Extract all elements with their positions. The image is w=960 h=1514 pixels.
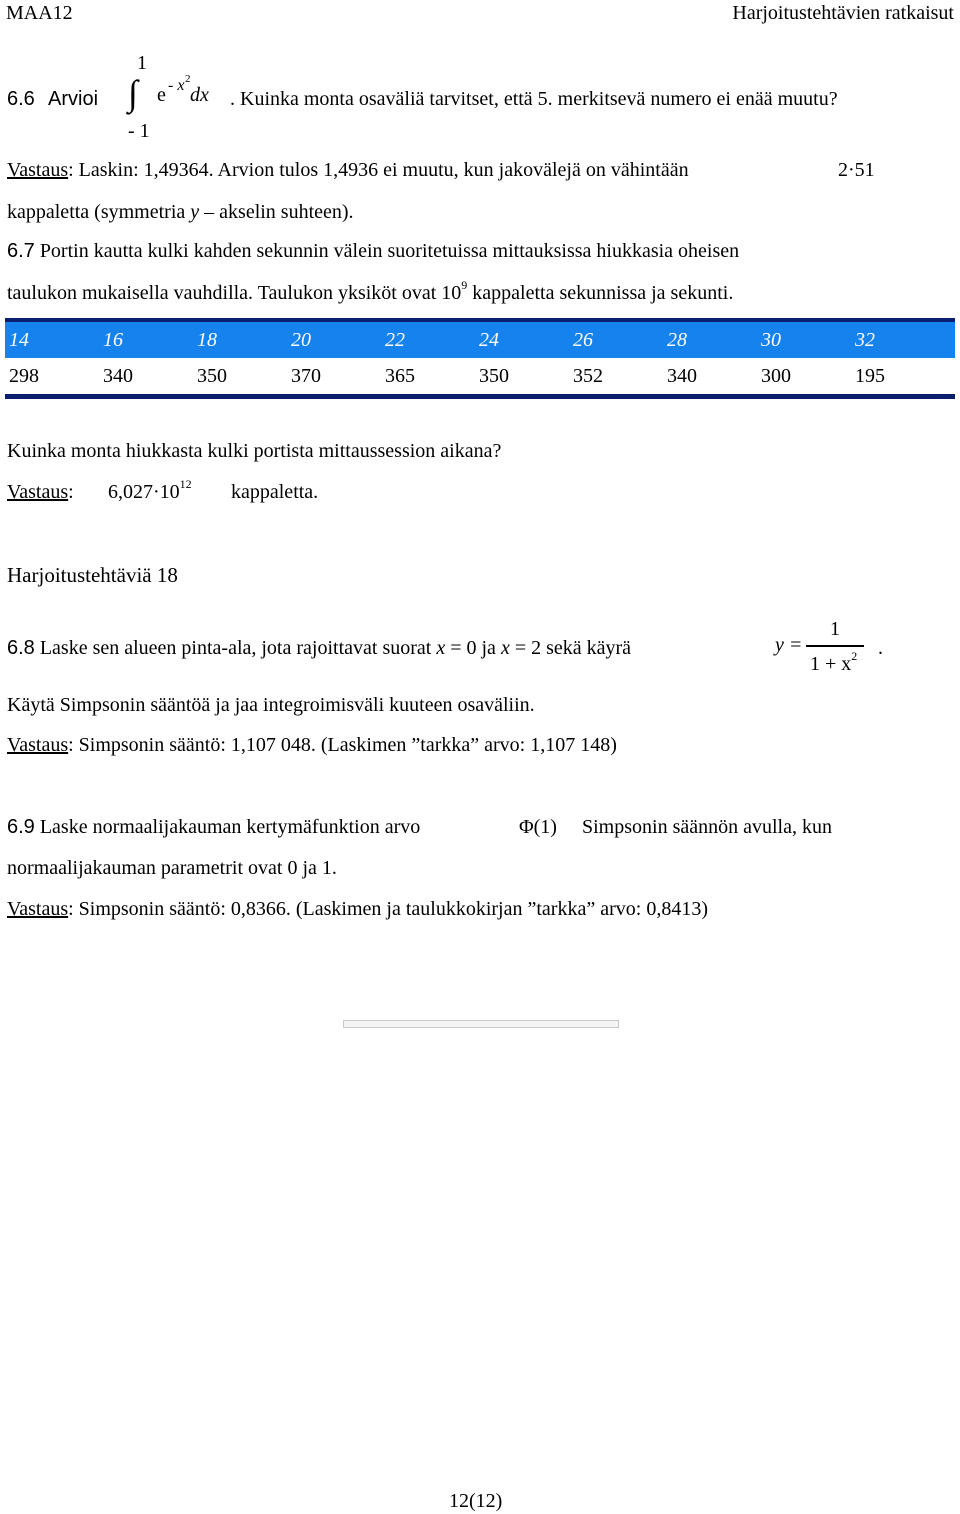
line-2-b: kappaletta sekunnissa ja sekunti. bbox=[467, 282, 734, 304]
x-variable: x bbox=[500, 637, 510, 659]
problem-number: 6.9 bbox=[7, 816, 35, 838]
answer-text: : Simpsonin sääntö: 1,107 048. (Laskimen ”tarkka” arvo: 1,107 148) bbox=[68, 734, 617, 756]
answer-colon: : bbox=[68, 481, 74, 503]
answer-exponent: 12 bbox=[179, 477, 192, 491]
answer-text: : Laskin: 1,49364. Arvion tulos 1,4936 ei muutu, kun jakovälejä on vähintään bbox=[68, 159, 689, 181]
text-line-2: normaalijakauman parametrit ovat 0 ja 1. bbox=[7, 857, 337, 879]
text-a: Laske normaalijakauman kertymäfunktion arvo bbox=[34, 816, 421, 838]
table-cell: 352 bbox=[573, 365, 603, 387]
header-cell: 32 bbox=[855, 329, 875, 351]
table-cell: 340 bbox=[103, 365, 133, 387]
text-b: Simpsonin säännön avulla, kun bbox=[582, 816, 832, 838]
arvioi-label: Arvioi bbox=[48, 88, 99, 110]
problem-number: 6.6 bbox=[7, 88, 35, 110]
exponent-power: 2 bbox=[185, 73, 191, 85]
line-2-a: taulukon mukaisella vauhdilla. Taulukon yksiköt ovat 10 bbox=[7, 282, 462, 304]
data-table bbox=[5, 318, 955, 399]
answer-value bbox=[108, 477, 192, 504]
formula-period: . bbox=[878, 637, 883, 659]
problem-text-line-1 bbox=[7, 240, 739, 263]
phi-expression: Φ(1) bbox=[519, 816, 557, 838]
embedded-image-placeholder bbox=[343, 1020, 619, 1028]
answer-line bbox=[7, 481, 74, 504]
problem-number: 6.8 bbox=[7, 637, 35, 659]
instruction-text: Käytä Simpsonin sääntöä ja jaa integroimisväli kuuteen osaväliin. bbox=[7, 694, 535, 716]
header-left: MAA12 bbox=[6, 2, 73, 24]
answer-label: Vastaus bbox=[7, 734, 69, 756]
problem-text bbox=[7, 816, 420, 839]
question-text: Kuinka monta hiukkasta kulki portista mittaussession aikana? bbox=[7, 440, 502, 462]
table-header-row bbox=[5, 322, 955, 358]
problem-text-line-2 bbox=[7, 278, 734, 305]
answer-line-1 bbox=[7, 159, 689, 182]
text-b: = 0 ja bbox=[445, 637, 501, 659]
table-cell: 195 bbox=[855, 365, 885, 387]
answer-label: Vastaus bbox=[7, 159, 69, 181]
answer-line bbox=[7, 734, 617, 757]
header-cell: 16 bbox=[103, 329, 123, 351]
integral-upper-limit: 1 bbox=[137, 52, 147, 74]
table-cell: 340 bbox=[667, 365, 697, 387]
x-variable: x bbox=[436, 637, 446, 659]
question-text: . Kuinka monta osaväliä tarvitset, että 5. merkitsevä numero ei enää muutu? bbox=[230, 88, 838, 110]
answer-line-2-a: kappaletta (symmetria bbox=[7, 201, 191, 223]
table-cell: 370 bbox=[291, 365, 321, 387]
y-equals: y = bbox=[775, 634, 803, 656]
header-cell: 20 bbox=[291, 329, 311, 351]
integral-sign: ∫ bbox=[128, 73, 138, 113]
answer-expression: 2·51 bbox=[838, 159, 875, 181]
answer-line-2 bbox=[7, 201, 354, 224]
header-cell: 30 bbox=[761, 329, 781, 351]
text-a: Laske sen alueen pinta-ala, jota rajoittavat suorat bbox=[34, 637, 437, 659]
problem-text bbox=[7, 637, 631, 660]
header-cell: 14 bbox=[9, 329, 29, 351]
fraction-denominator bbox=[810, 649, 858, 676]
answer-number: 6,027·10 bbox=[108, 481, 180, 503]
integral-lower-limit: - 1 bbox=[128, 120, 150, 142]
header-cell: 22 bbox=[385, 329, 405, 351]
table-row bbox=[5, 358, 955, 394]
table-cell: 350 bbox=[197, 365, 227, 387]
line-1-text: Portin kautta kulki kahden sekunnin välein suoritetuissa mittauksissa hiukkasia oheisen bbox=[34, 240, 740, 262]
integrand-dx: dx bbox=[190, 84, 209, 106]
header-cell: 28 bbox=[667, 329, 687, 351]
table-cell: 365 bbox=[385, 365, 415, 387]
fraction-bar bbox=[806, 645, 864, 647]
table-cell: 300 bbox=[761, 365, 791, 387]
integrand-e: e bbox=[157, 84, 166, 106]
answer-line bbox=[7, 898, 708, 921]
exponent-9: 9 bbox=[461, 278, 468, 292]
text-c: = 2 sekä käyrä bbox=[509, 637, 632, 659]
y-variable: y bbox=[190, 201, 200, 223]
answer-label: Vastaus bbox=[7, 898, 69, 920]
table-bottom-border bbox=[5, 394, 955, 399]
header-cell: 18 bbox=[197, 329, 217, 351]
problem-number: 6.7 bbox=[7, 240, 35, 262]
header-cell: 26 bbox=[573, 329, 593, 351]
fraction-numerator: 1 bbox=[830, 618, 840, 640]
header-cell: 24 bbox=[479, 329, 499, 351]
table-cell: 350 bbox=[479, 365, 509, 387]
header-right: Harjoitustehtävien ratkaisut bbox=[732, 2, 954, 24]
page-number: 12(12) bbox=[449, 1490, 503, 1512]
section-title: Harjoitustehtäviä 18 bbox=[7, 563, 178, 587]
answer-label: Vastaus bbox=[7, 481, 69, 503]
integrand-exponent: - x bbox=[168, 77, 185, 94]
answer-text: : Simpsonin sääntö: 0,8366. (Laskimen ja taulukkokirjan ”tarkka” arvo: 0,8413) bbox=[68, 898, 708, 920]
table-cell: 298 bbox=[9, 365, 39, 387]
answer-line-2-b: – akselin suhteen). bbox=[199, 201, 354, 223]
denominator-exponent: 2 bbox=[851, 649, 858, 663]
answer-unit: kappaletta. bbox=[231, 481, 319, 503]
denominator-text: 1 + x bbox=[810, 653, 852, 675]
